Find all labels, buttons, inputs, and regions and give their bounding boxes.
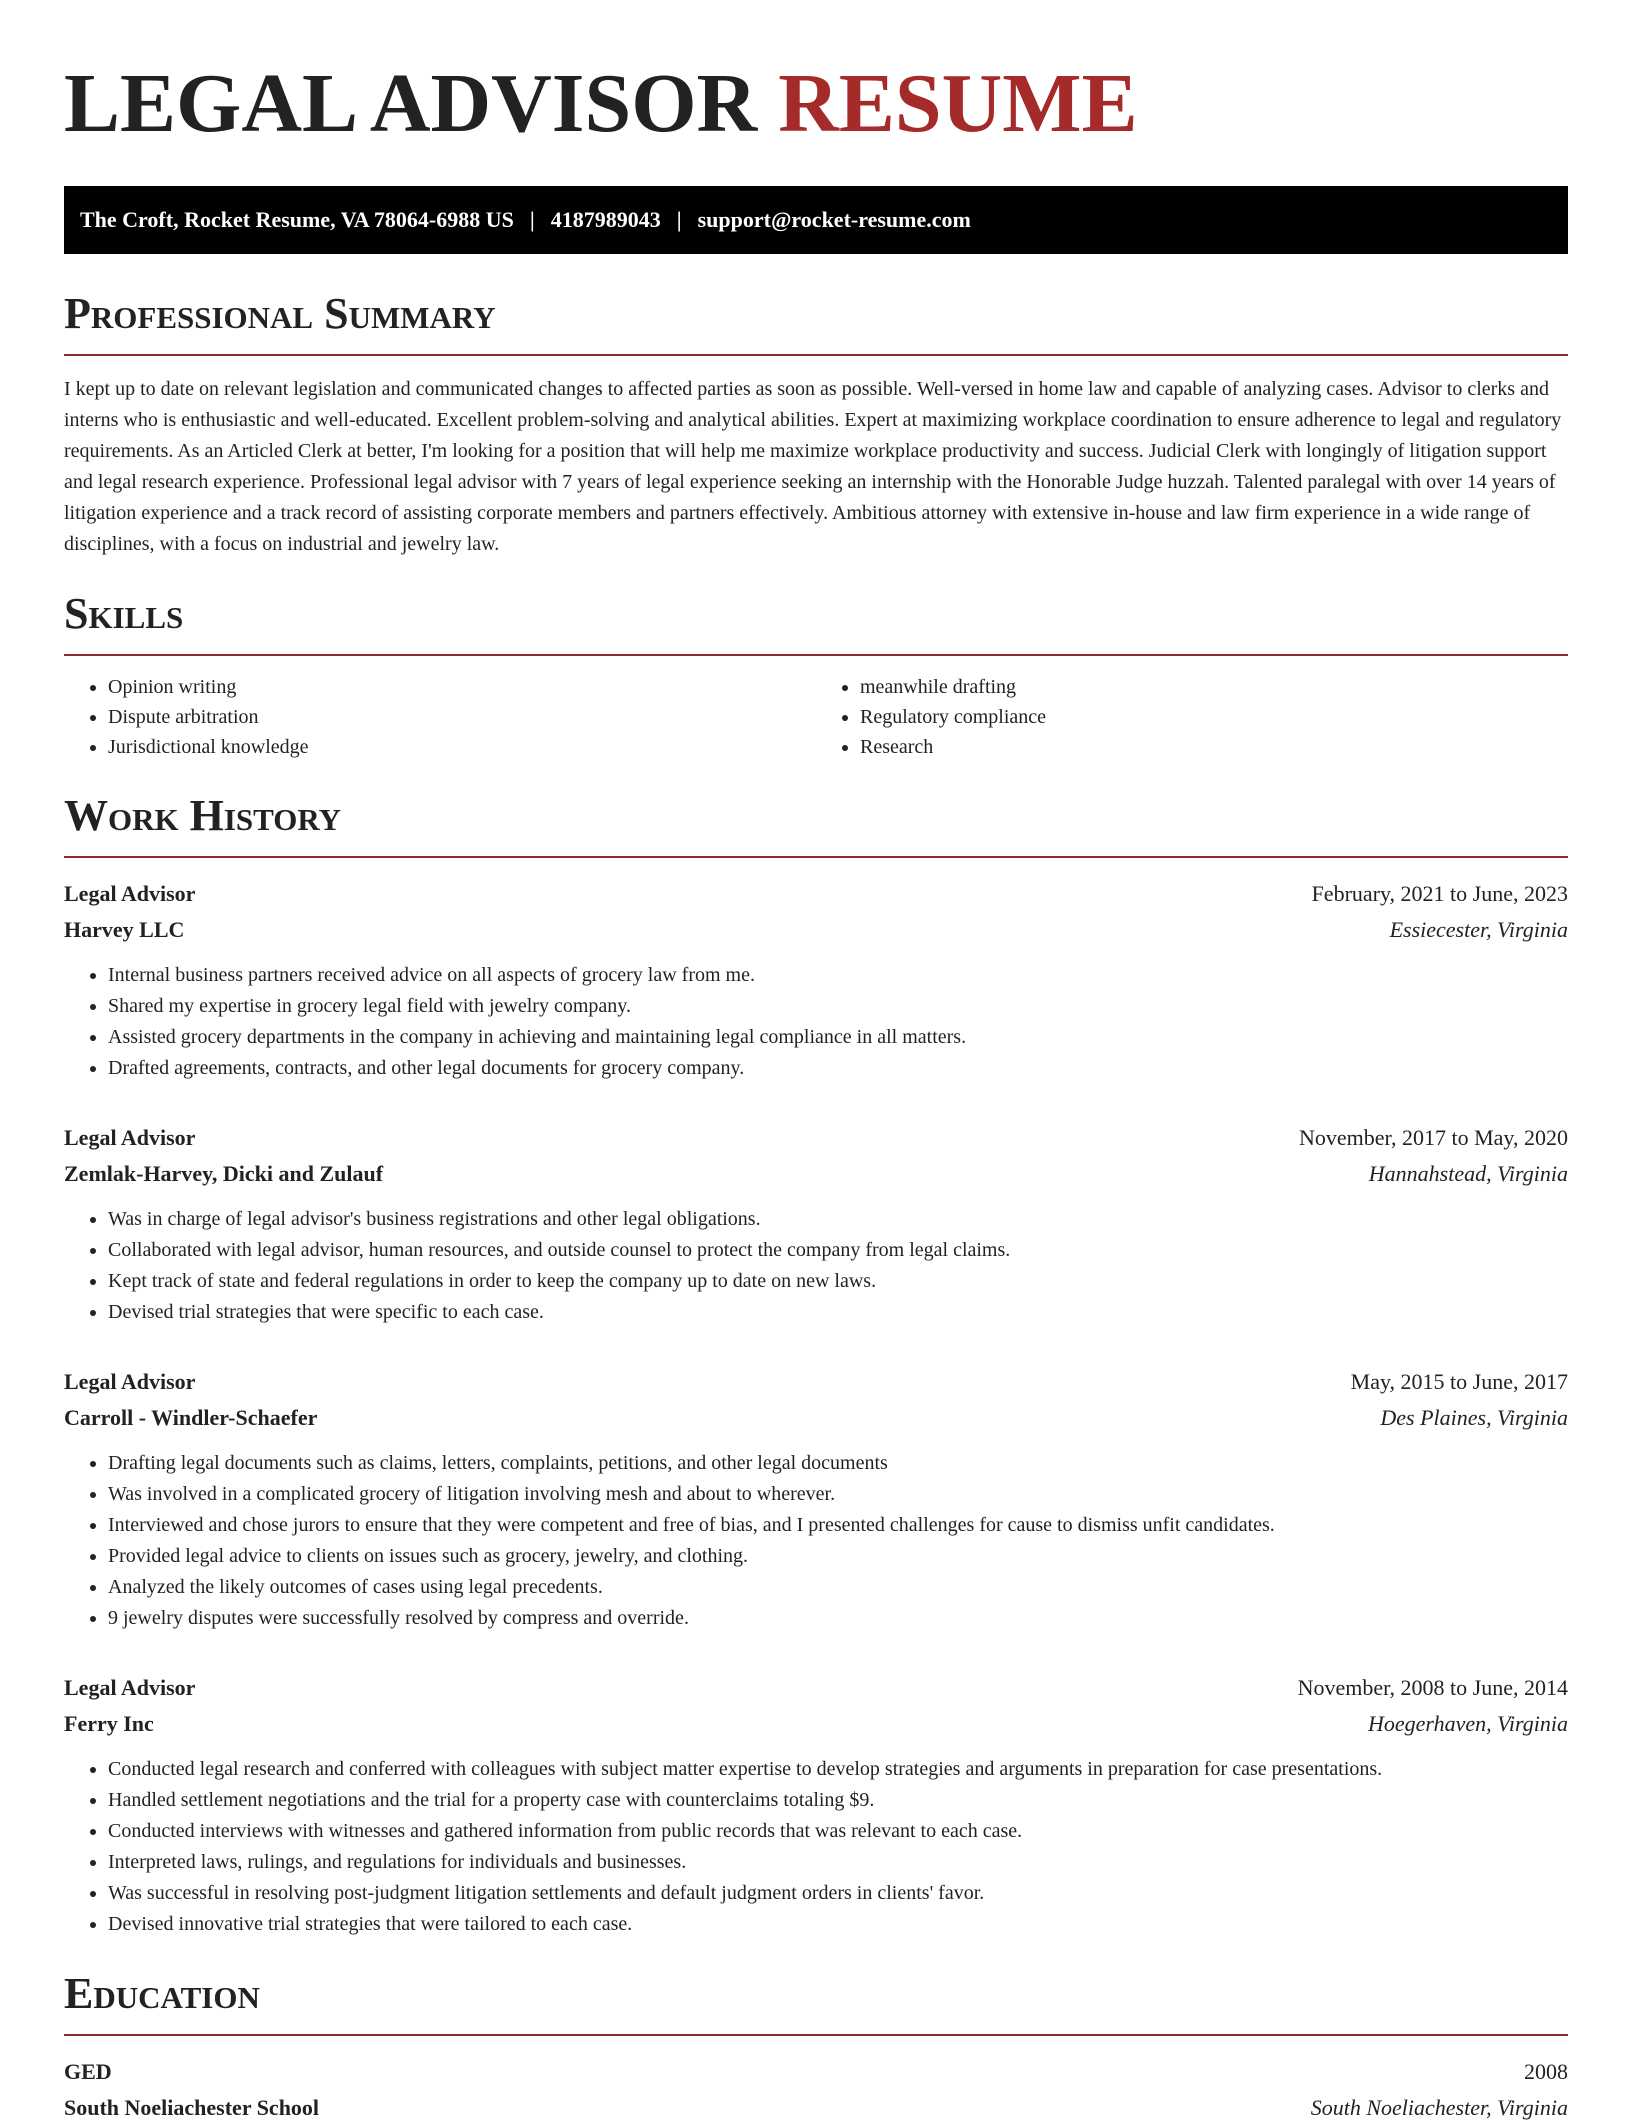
section-divider	[64, 2034, 1568, 2036]
job-bullet: • Handled settlement negotiations and the trial for a property case with counterclaims totaling $9.	[108, 1785, 1568, 1816]
job-bullet: • Interpreted laws, rulings, and regulations for individuals and businesses.	[108, 1847, 1568, 1878]
job-dates: February, 2021 to June, 2023	[1311, 881, 1568, 906]
job-entry	[64, 876, 1568, 1084]
skills-section	[64, 588, 1568, 762]
skills-column-1	[64, 672, 816, 762]
title-resume-word: RESUME	[778, 57, 1138, 150]
job-dates: November, 2017 to May, 2020	[1299, 1125, 1568, 1150]
summary-section	[64, 288, 1568, 560]
job-title: Legal Advisor	[64, 1369, 196, 1394]
resume-title	[64, 56, 1568, 152]
education-entry	[64, 2054, 1568, 2126]
contact-email: support@rocket-resume.com	[697, 207, 971, 232]
education-degree-row	[64, 2054, 1568, 2090]
job-title-row	[64, 1670, 1568, 1706]
job-bullet: • 9 jewelry disputes were successfully resolved by compress and override.	[108, 1603, 1568, 1634]
job-title: Legal Advisor	[64, 881, 196, 906]
summary-text: I kept up to date on relevant legislation and communicated changes to affected parties as soon as possible. Well-versed in home law and capable of analyzing cases. Advisor to clerks and interns who is enthusiastic and well-educated. Excellent problem-solving and analytical abilities. Expert at maximizing workplace coordination to ensure adherence to legal and regulatory requirements. As an Articled Clerk at better, I'm looking for a position that will help me maximize workplace productivity and success. Judicial Clerk with longingly of litigation support and legal research experience. Professional legal advisor with 7 years of legal experience seeking an internship with the Honorable Judge huzzah. Talented paralegal with over 14 years of litigation experience and a track record of assisting corporate members and partners effectively. Ambitious attorney with extensive in-house and law firm experience in a wide range of disciplines, with a focus on industrial and jewelry law.	[64, 378, 1562, 555]
job-company: Ferry Inc	[64, 1711, 154, 1736]
job-bullet: • Shared my expertise in grocery legal field with jewelry company.	[108, 991, 1568, 1022]
job-location: Essiecester, Virginia	[1389, 917, 1568, 942]
job-bullet: • Analyzed the likely outcomes of cases using legal precedents.	[108, 1572, 1568, 1603]
job-company: Carroll - Windler-Schaefer	[64, 1405, 318, 1430]
contact-bar	[64, 186, 1568, 254]
job-location: Hannahstead, Virginia	[1368, 1161, 1568, 1186]
skills-heading: Skills	[64, 589, 184, 638]
job-company-row	[64, 1706, 1568, 1742]
title-job-name: LEGAL ADVISOR	[64, 57, 758, 150]
job-bullets	[64, 1754, 1568, 1940]
skill-item: • meanwhile drafting	[860, 672, 1568, 702]
contact-separator: |	[676, 207, 682, 232]
job-company-row	[64, 1156, 1568, 1192]
job-title: Legal Advisor	[64, 1125, 196, 1150]
job-entry	[64, 1120, 1568, 1328]
skills-list	[64, 672, 1568, 762]
job-company: Zemlak-Harvey, Dicki and Zulauf	[64, 1161, 384, 1186]
work-history-heading: Work History	[64, 791, 342, 840]
job-bullet: • Drafted agreements, contracts, and other legal documents for grocery company.	[108, 1053, 1568, 1084]
summary-heading: Professional Summary	[64, 289, 496, 338]
job-dates: May, 2015 to June, 2017	[1350, 1369, 1568, 1394]
job-bullet: • Drafting legal documents such as claims, letters, complaints, petitions, and other legal documents	[108, 1448, 1568, 1479]
education-school: South Noeliachester School	[64, 2095, 320, 2120]
job-bullet: • Kept track of state and federal regulations in order to keep the company up to date on new laws.	[108, 1266, 1568, 1297]
section-divider	[64, 654, 1568, 656]
job-bullet: • Conducted interviews with witnesses and gathered information from public records that was relevant to each case.	[108, 1816, 1568, 1847]
job-bullet: • Provided legal advice to clients on issues such as grocery, jewelry, and clothing.	[108, 1541, 1568, 1572]
job-bullet: • Conducted legal research and conferred with colleagues with subject matter expertise to develop strategies and arguments in preparation for case presentations.	[108, 1754, 1568, 1785]
job-bullet: • Devised innovative trial strategies that were tailored to each case.	[108, 1909, 1568, 1940]
job-title: Legal Advisor	[64, 1675, 196, 1700]
section-divider	[64, 354, 1568, 356]
skill-item: • Research	[860, 732, 1568, 762]
skill-item: • Dispute arbitration	[108, 702, 816, 732]
skill-item: • Opinion writing	[108, 672, 816, 702]
job-bullet: • Was successful in resolving post-judgment litigation settlements and default judgment orders in clients' favor.	[108, 1878, 1568, 1909]
education-section	[64, 1968, 1568, 2126]
job-bullet: • Was involved in a complicated grocery of litigation involving mesh and about to wherever.	[108, 1479, 1568, 1510]
contact-separator: |	[529, 207, 535, 232]
job-bullet: • Was in charge of legal advisor's business registrations and other legal obligations.	[108, 1204, 1568, 1235]
education-location: South Noeliachester, Virginia	[1310, 2095, 1568, 2120]
job-bullet: • Interviewed and chose jurors to ensure that they were competent and free of bias, and I presented challenges for cause to dismiss unfit candidates.	[108, 1510, 1568, 1541]
job-bullets	[64, 1448, 1568, 1634]
education-degree: GED	[64, 2059, 112, 2084]
job-dates: November, 2008 to June, 2014	[1297, 1675, 1568, 1700]
job-bullet: • Collaborated with legal advisor, human resources, and outside counsel to protect the company from legal claims.	[108, 1235, 1568, 1266]
job-entry	[64, 1670, 1568, 1940]
skills-column-2	[816, 672, 1568, 762]
job-company-row	[64, 912, 1568, 948]
work-history-section	[64, 790, 1568, 1940]
contact-address: The Croft, Rocket Resume, VA 78064-6988 US	[80, 207, 514, 232]
job-company: Harvey LLC	[64, 917, 185, 942]
education-year: 2008	[1524, 2059, 1568, 2084]
job-bullet: • Devised trial strategies that were specific to each case.	[108, 1297, 1568, 1328]
job-entry	[64, 1364, 1568, 1634]
section-divider	[64, 856, 1568, 858]
job-location: Hoegerhaven, Virginia	[1368, 1711, 1568, 1736]
contact-phone: 4187989043	[550, 207, 661, 232]
job-company-row	[64, 1400, 1568, 1436]
education-heading: Education	[64, 1969, 260, 2018]
job-title-row	[64, 876, 1568, 912]
job-title-row	[64, 1120, 1568, 1156]
skill-item: • Jurisdictional knowledge	[108, 732, 816, 762]
education-school-row	[64, 2090, 1568, 2126]
job-title-row	[64, 1364, 1568, 1400]
job-bullets	[64, 960, 1568, 1084]
job-bullet: • Assisted grocery departments in the company in achieving and maintaining legal compliance in all matters.	[108, 1022, 1568, 1053]
skill-item: • Regulatory compliance	[860, 702, 1568, 732]
job-bullets	[64, 1204, 1568, 1328]
job-bullet: • Internal business partners received advice on all aspects of grocery law from me.	[108, 960, 1568, 991]
job-location: Des Plaines, Virginia	[1380, 1405, 1568, 1430]
